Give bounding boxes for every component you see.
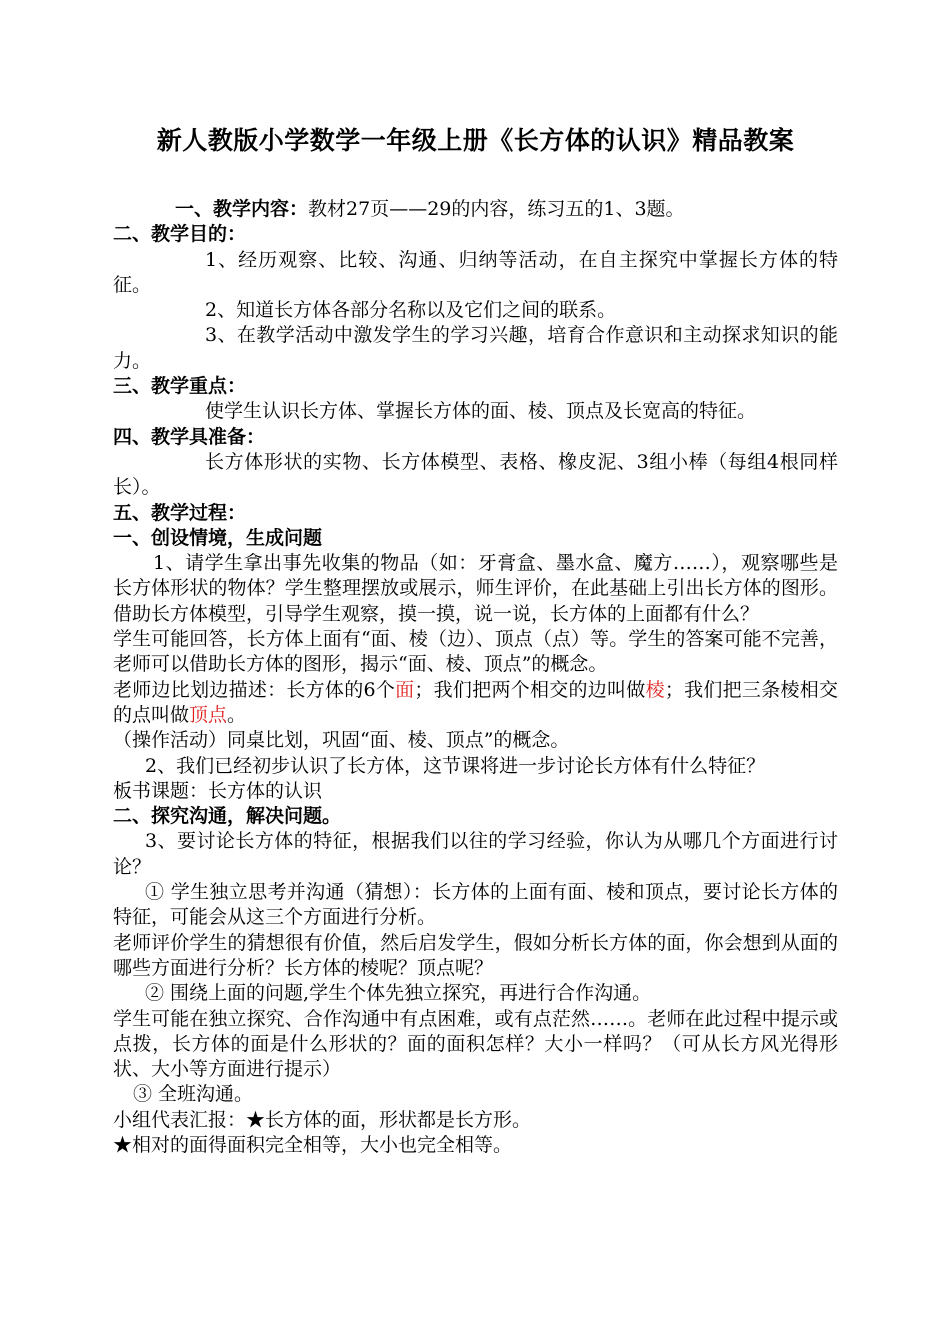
highlight-term-vertex: 顶点: [189, 703, 228, 726]
key-points-paragraph: 使学生认识长方体、掌握长方体的面、棱、顶点及长宽高的特征。: [205, 400, 757, 423]
materials-paragraph: 长方体形状的实物、长方体模型、表格、橡皮泥、3组小棒（每组4根同样长）。: [113, 450, 838, 499]
section-teaching-content: [113, 197, 838, 222]
text-run: ；我们把两个相交的边叫做: [414, 678, 646, 701]
text-run: 。: [227, 703, 247, 726]
process-paragraph-4: （操作活动）同桌比划，巩固“面、棱、顶点”的概念。: [113, 729, 570, 752]
process-paragraph-2: 学生可能回答，长方体上面有“面、棱（边）、顶点（点）等。学生的答案可能不完善，老师可以借助长方体的图形，揭示“面、棱、顶点”的概念。: [113, 628, 838, 676]
section-text: 教材27页——29的内容，练习五的1、3题。: [308, 198, 685, 220]
goal-paragraph-3: 3、在教学活动中激发学生的学习兴趣，培育合作意识和主动探求知识的能力。: [113, 324, 838, 372]
subsection-heading-1: 一、创设情境，生成问题: [113, 526, 323, 549]
process-paragraph-7: 3、要讨论长方体的特征，根据我们以往的学习经验，你认为从哪几个方面进行讨论？: [113, 830, 838, 878]
subsection-heading-2: 二、探究沟通，解决问题。: [113, 805, 342, 828]
process-paragraph-6: 板书课题：长方体的认识: [113, 779, 323, 802]
process-paragraph-9: 老师评价学生的猜想很有价值，然后启发学生，假如分析长方体的面，你会想到从面的哪些方面进行分析？长方体的棱呢？顶点呢？: [113, 931, 838, 979]
process-paragraph-3: [113, 678, 838, 729]
highlight-term-edge: 棱: [645, 678, 665, 701]
process-paragraph-8: ① 学生独立思考并沟通（猜想）：长方体的上面有面、棱和顶点，要讨论长方体的特征，可能会从这三个方面进行分析。: [113, 881, 838, 929]
process-paragraph-13: 小组代表汇报：★长方体的面，形状都是长方形。: [113, 1108, 532, 1131]
section-heading-goals: 二、教学目的：: [113, 223, 247, 246]
document-title: 新人教版小学数学一年级上册《长方体的认识》精品教案: [156, 126, 795, 155]
text-run: 老师边比划边描述：长方体的6个: [113, 678, 396, 701]
section-heading-process: 五、教学过程：: [113, 501, 247, 524]
process-paragraph-11: 学生可能在独立探究、合作沟通中有点困难，或有点茫然……。老师在此过程中提示或点拨，长方体的面是什么形状的？面的面积怎样？大小一样吗？（可从长方风光得形状、大小等方面进行提示）: [113, 1007, 838, 1081]
section-heading: 一、教学内容：: [175, 198, 309, 220]
text-run: ；我们把三条棱相交的点叫做: [113, 678, 838, 726]
process-paragraph-14: ★相对的面得面积完全相等，大小也完全相等。: [113, 1133, 513, 1156]
process-paragraph-5: 2、我们已经初步认识了长方体，这节课将进一步讨论长方体有什么特征？: [145, 754, 766, 777]
section-heading-materials: 四、教学具准备：: [113, 425, 266, 448]
goal-paragraph-2: 2、知道长方体各部分名称以及它们之间的联系。: [205, 299, 617, 322]
section-heading-key-points: 三、教学重点：: [113, 375, 247, 398]
process-paragraph-12: ③ 全班沟通。: [133, 1083, 254, 1106]
document-page: [113, 125, 838, 1158]
process-paragraph-10: ② 围绕上面的问题,学生个体先独立探究，再进行合作沟通。: [145, 982, 652, 1005]
process-paragraph-1: 1、请学生拿出事先收集的物品（如：牙膏盒、墨水盒、魔方……），观察哪些是长方体形状的物体？学生整理摆放或展示，师生评价，在此基础上引出长方体的图形。借助长方体模型，引导学生观察，摸一摸，说一说，长方体的上面都有什么？: [113, 552, 838, 625]
highlight-term-face: 面: [395, 678, 415, 701]
goal-paragraph-1: 1、经历观察、比较、沟通、归纳等活动，在自主探究中掌握长方体的特征。: [113, 248, 838, 296]
